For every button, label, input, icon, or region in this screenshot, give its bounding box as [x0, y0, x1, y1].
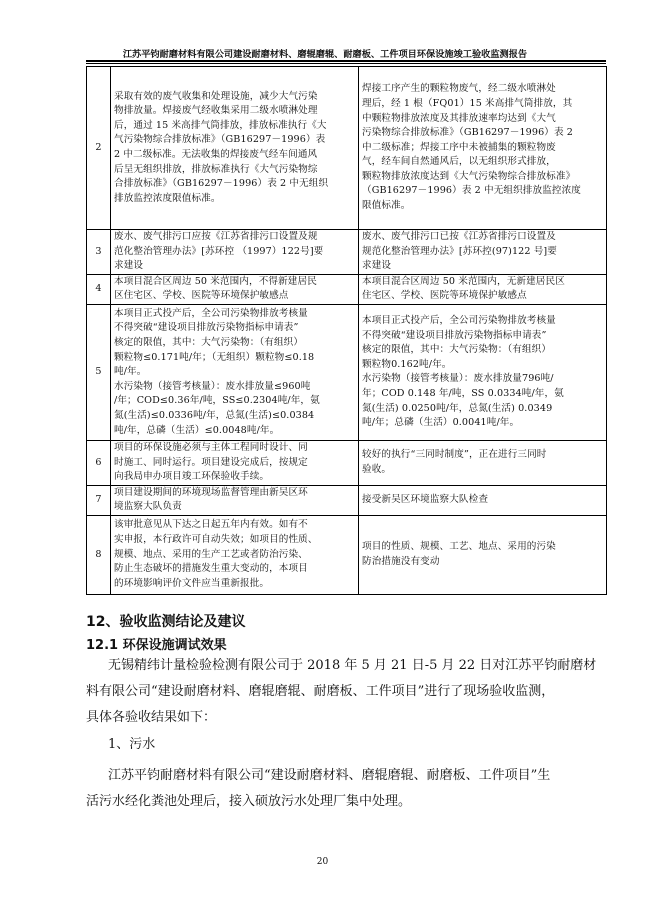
cell-text-line: 限值标准。	[362, 200, 411, 212]
cell-text-line: 本项目正式投产后，全公司污染物排放考核量	[362, 315, 556, 327]
cell-text-line: 向我局申办项目竣工环保验收手续。	[114, 471, 270, 483]
row-number: 4	[87, 274, 111, 304]
row-number: 8	[87, 515, 111, 594]
cell-text-line: 年；COD 0.148 年/吨，SS 0.0334吨/年，氨	[362, 388, 564, 400]
cell-text-line: 颗粒物排放浓度达到《大气污染物综合排放标准》	[362, 170, 576, 182]
cell-text-line: 核定的限值，其中：大气污染物：（有组织）	[114, 336, 304, 348]
implementation-cell	[359, 304, 607, 440]
table-row	[87, 67, 607, 230]
row-number: 5	[87, 304, 111, 440]
cell-text-line: /年；COD≤0.36年/吨，SS≤0.2304吨/年，氨	[114, 395, 320, 407]
cell-text-line: 氮(生活)≤0.0336吨/年，总氮(生活)≤0.0384	[114, 409, 315, 421]
cell-text-line: 理后，经 1 根（FQ01）15 米高排气筒排放，其	[362, 97, 573, 109]
cell-text-line: 范化整治管理办法》[苏环控 （1997）122号]要	[114, 245, 324, 257]
row-number: 7	[87, 485, 111, 515]
comparison-table	[86, 66, 607, 595]
cell-text-line: 气污染物综合排放标准》（GB16297－1996）表	[114, 134, 326, 146]
section-12-title: 12、验收监测结论及建议	[86, 614, 246, 630]
cell-text-line: 焊接工序产生的颗粒物废气，经二级水喷淋处	[362, 83, 556, 95]
cell-text-line: 防止生态破坏的措施发生重大变动的，本项目	[114, 563, 308, 575]
cell-text-line: 2 中二级标准。无法收集的焊接废气经车间通风	[114, 149, 318, 160]
cell-text-line: 废水、废气排污口应按《江苏省排污口设置及规	[114, 231, 318, 242]
cell-text-line: 实申报，本行政许可自动失效；如项目的性质、	[114, 534, 318, 546]
cell-text-line: 后呈无组织排放，排放标准执行《大气污染物综	[114, 163, 318, 175]
implementation-cell	[359, 485, 607, 515]
cell-text-line: 不得突破“建设项目排放污染物指标申请表”	[362, 329, 547, 341]
cell-text-line: 不得突破“建设项目排放污染物指标申请表”	[114, 322, 299, 334]
cell-text-line: 防治措施没有变动	[362, 555, 440, 567]
table-row	[87, 274, 607, 304]
cell-text-line: 规模、地点、采用的生产工艺或者防治污染、	[114, 548, 308, 560]
list-item-sewage: 1、污水	[108, 737, 156, 752]
table-row	[87, 440, 607, 485]
cell-text-line: （GB16297－1996）表 2 中无组织排放监控浓度	[362, 185, 581, 197]
requirement-cell	[111, 485, 359, 515]
cell-text-line: 合排放标准》（GB16297－1996）表 2 中无组织	[114, 178, 329, 190]
cell-text-line: 水污染物（接管考核量）：废水排放量796吨/	[362, 373, 554, 385]
cell-text-line: 项目的环保设施必须与主体工程同时设计、同	[114, 441, 308, 453]
cell-text-line: 该审批意见从下达之日起五年内有效。如有不	[114, 519, 308, 531]
implementation-cell	[359, 230, 607, 275]
cell-text-line: 本项目正式投产后，全公司污染物排放考核量	[114, 307, 308, 319]
paragraph-line: 料有限公司“建设耐磨材料、磨辊磨辊、耐磨板、工件项目”进行了现场验收监测，	[86, 684, 555, 699]
requirement-cell	[111, 230, 359, 275]
table-row	[87, 230, 607, 275]
page-number: 20	[316, 857, 329, 867]
paragraph-line: 无锡精纬计量检验检测有限公司于 2018 年 5 月 21 日-5 月 22 日对江苏平钧耐磨材	[108, 658, 597, 673]
requirement-cell	[111, 515, 359, 594]
cell-text-line: 住宅区、学校、医院等环境保护敏感点	[362, 290, 527, 302]
cell-text-line: 氮(生活) 0.0250吨/年，总氮(生活) 0.0349	[362, 402, 553, 414]
cell-text-line: 项目的性质、规模、工艺、地点、采用的污染	[362, 541, 556, 553]
cell-text-line: 时施工、同时运行。项目建设完成后，按规定	[114, 456, 308, 468]
cell-text-line: 核定的限值，其中：大气污染物：（有组织）	[362, 344, 552, 356]
cell-text-line: 项目建设期间的环境现场监督管理由新吴区环	[114, 486, 308, 498]
implementation-cell	[359, 274, 607, 304]
cell-text-line: 后，通过 15 米高排气筒排放，排放标准执行《大	[114, 119, 327, 131]
cell-text-line: 气，经车间自然通风后，以无组织形式排放，	[362, 156, 556, 168]
cell-text-line: 废水、废气排污口已按《江苏省排污口设置及	[362, 231, 556, 242]
table-row	[87, 485, 607, 515]
cell-text-line: 污染物综合排放标准》（GB16297－1996）表 2	[362, 127, 574, 139]
cell-text-line: 境监察大队负责	[114, 501, 182, 513]
section-12-1-title: 12.1 环保设施调试效果	[86, 638, 227, 653]
cell-text-line: 水污染物（接管考核量）：废水排放量≤960吨	[114, 380, 311, 392]
implementation-cell	[359, 67, 607, 230]
cell-text-line: 颗粒物0.162吨/年。	[362, 358, 452, 370]
row-number: 6	[87, 440, 111, 485]
requirement-cell	[111, 67, 359, 230]
header-rule-thin	[86, 63, 606, 64]
paragraph-line: 活污水经化粪池处理后，接入硕放污水处理厂集中处理。	[86, 794, 412, 809]
cell-text-line: 采取有效的废气收集和处理设施，减少大气污染	[114, 90, 318, 102]
header-rule	[86, 60, 606, 62]
cell-text-line: 的环境影响评价文件应当重新报批。	[114, 577, 270, 589]
paragraph-line: 江苏平钧耐磨材料有限公司“建设耐磨材料、磨辊磨辊、耐磨板、工件项目”生	[108, 768, 551, 783]
requirement-cell	[111, 440, 359, 485]
page-header: 江苏平钧耐磨材料有限公司建设耐磨材料、磨辊磨辊、耐磨板、工件项目环保设施竣工验收监测报告	[122, 49, 528, 60]
cell-text-line: 中二级标准；焊接工序中未被捕集的颗粒物废	[362, 141, 556, 153]
cell-text-line: 规范化整治管理办法》[苏环控(97)122 号]要	[362, 245, 557, 257]
cell-text-line: 中颗粒物排放浓度及其排放速率均达到《大气	[362, 112, 556, 124]
cell-text-line: 本项目混合区周边 50 米范围内，不得新建居民	[114, 275, 317, 287]
row-number: 2	[87, 67, 111, 230]
cell-text-line: 接受新吴区环境监察大队检查	[362, 494, 489, 506]
cell-text-line: 本项目混合区周边 50 米范围内，无新建居民区	[362, 275, 565, 287]
implementation-cell	[359, 440, 607, 485]
table-row	[87, 304, 607, 440]
cell-text-line: 物排放量。焊接废气经收集采用二级水喷淋处理	[114, 105, 318, 117]
cell-text-line: 较好的执行“三同时制度”，正在进行三同时	[362, 449, 547, 461]
cell-text-line: 吨/年。	[114, 366, 147, 378]
cell-text-line: 求建设	[114, 260, 144, 272]
requirement-cell	[111, 274, 359, 304]
cell-text-line: 吨/年，总磷（生活）≤0.0048吨/年。	[114, 424, 280, 436]
paragraph-line: 具体各验收结果如下：	[86, 710, 217, 725]
requirement-cell	[111, 304, 359, 440]
row-number: 3	[87, 230, 111, 275]
implementation-cell	[359, 515, 607, 594]
cell-text-line: 排放监控浓度限值标准。	[114, 192, 221, 204]
table-row	[87, 515, 607, 594]
cell-text-line: 验收。	[362, 463, 392, 475]
cell-text-line: 颗粒物≤0.171吨/年；（无组织）颗粒物≤0.18	[114, 351, 315, 363]
cell-text-line: 吨/年；总磷（生活）0.0041吨/年。	[362, 417, 520, 429]
cell-text-line: 区住宅区、学校、医院等环境保护敏感点	[114, 290, 289, 302]
cell-text-line: 求建设	[362, 260, 392, 272]
